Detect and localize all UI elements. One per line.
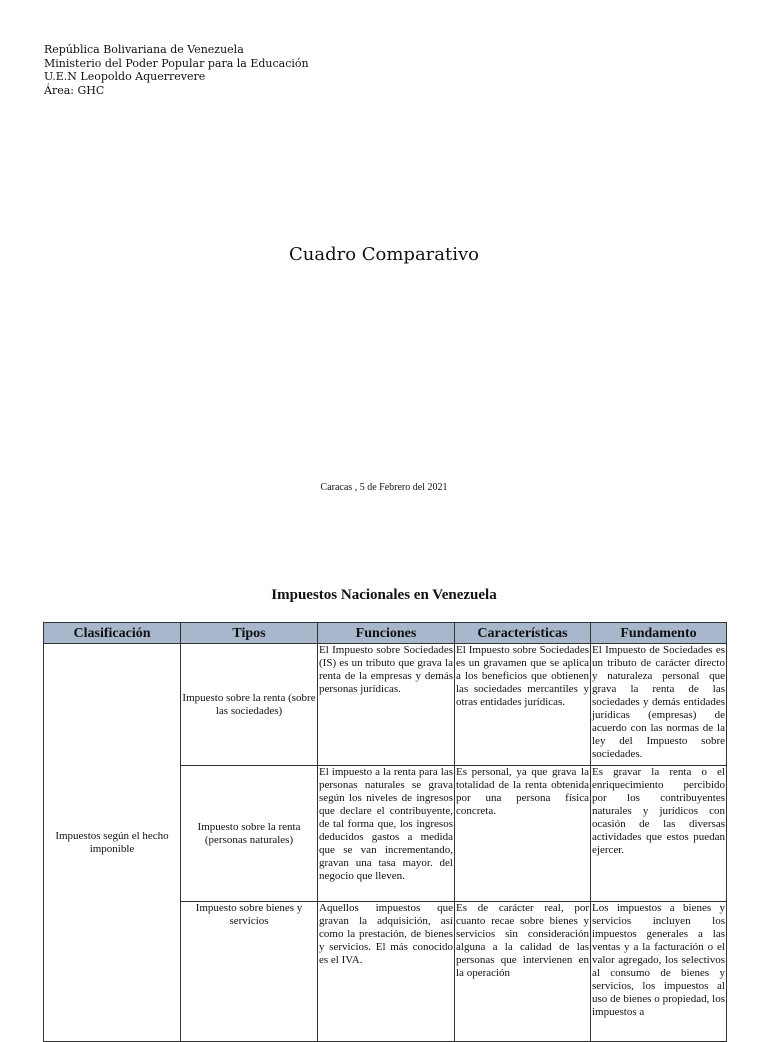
column-header-tipos: Tipos <box>181 623 318 644</box>
table-title: Impuestos Nacionales en Venezuela <box>271 587 497 603</box>
tipo-cell <box>181 902 318 1042</box>
fundamento-cell <box>591 644 727 766</box>
tipo-text: Impuesto sobre la renta (personas naturales) <box>197 820 301 846</box>
column-header-fundamento: Fundamento <box>591 623 727 644</box>
fundamento-text: Los impuestos a bienes y servicios incluyen los impuestos generales a las ventas y a la facturación o el valor agregado, los selectivos al consumo de bienes y servicios, los impuestos al uso de bienes o propiedad, los impuestos a <box>592 902 725 1018</box>
caracteristicas-cell <box>455 902 591 1042</box>
table-row <box>44 644 727 766</box>
fundamento-cell <box>591 902 727 1042</box>
comparison-table <box>43 622 727 1042</box>
column-header-funciones: Funciones <box>318 623 455 644</box>
tipo-text: Impuesto sobre bienes y servicios <box>195 902 303 927</box>
fundamento-text: Es gravar la renta o el enriquecimiento percibido por los contribuyentes naturales y jurídicos con ocasión de las diversas actividades que estos puedan ejercer. <box>592 766 725 856</box>
header-line-area: Área: GHC <box>44 83 105 97</box>
tipo-cell <box>181 644 318 766</box>
funciones-text: El impuesto a la renta para las personas naturales se grava según los niveles de ingresos que declare el contribuyente, de tal forma que, los ingresos deducidos gastos a medida que se van incrementando, gravan una tasa mayor. del negocio que lleven. <box>319 766 453 882</box>
fundamento-text: El Impuesto de Sociedades es un tributo de carácter directo y naturaleza personal que grava la renta de las sociedades y demás entidades jurídicas (empresas) de acuerdo con las normas de la ley del Impuesto sobre sociedades. <box>592 644 725 760</box>
classification-cell <box>44 644 181 1042</box>
funciones-text: El Impuesto sobre Sociedades (IS) es un tributo que grava la renta de la empresas y demás personas jurídicas. <box>319 644 453 695</box>
caracteristicas-text: El Impuesto sobre Sociedades es un gravamen que se aplica a los beneficios que obtienen las sociedades mercantiles y otras entidades jurídicas. <box>456 644 589 708</box>
caracteristicas-text: Es personal, ya que grava la totalidad de la renta obtenida por una persona física concreta. <box>456 766 589 817</box>
caracteristicas-cell <box>455 766 591 902</box>
header-line-school: U.E.N Leopoldo Aquerrevere <box>44 70 206 83</box>
tipo-text: Impuesto sobre la renta (sobre las sociedades) <box>182 691 316 717</box>
fundamento-cell <box>591 766 727 902</box>
header-line-republic: República Bolivariana de Venezuela <box>44 43 244 56</box>
column-header-clasificacion: Clasificación <box>44 623 181 644</box>
institution-header <box>44 43 309 97</box>
funciones-cell <box>318 902 455 1042</box>
funciones-cell <box>318 644 455 766</box>
classification-text: Impuestos según el hecho imponible <box>55 829 169 855</box>
funciones-cell <box>318 766 455 902</box>
header-line-ministry: Ministerio del Poder Popular para la Educación <box>44 56 309 70</box>
place-date: Caracas , 5 de Febrero del 2021 <box>320 482 448 493</box>
column-header-caracteristicas: Características <box>455 623 591 644</box>
document-title: Cuadro Comparativo <box>288 244 480 265</box>
table-header-row <box>44 623 727 644</box>
caracteristicas-cell <box>455 644 591 766</box>
tipo-cell <box>181 766 318 902</box>
funciones-text: Aquellos impuestos que gravan la adquisición, así como la prestación, de bienes y servicios. El más conocido es el IVA. <box>319 902 453 966</box>
caracteristicas-text: Es de carácter real, por cuanto recae sobre bienes y servicios sin consideración alguna a la calidad de las personas que intervienen en la operación <box>456 902 589 979</box>
